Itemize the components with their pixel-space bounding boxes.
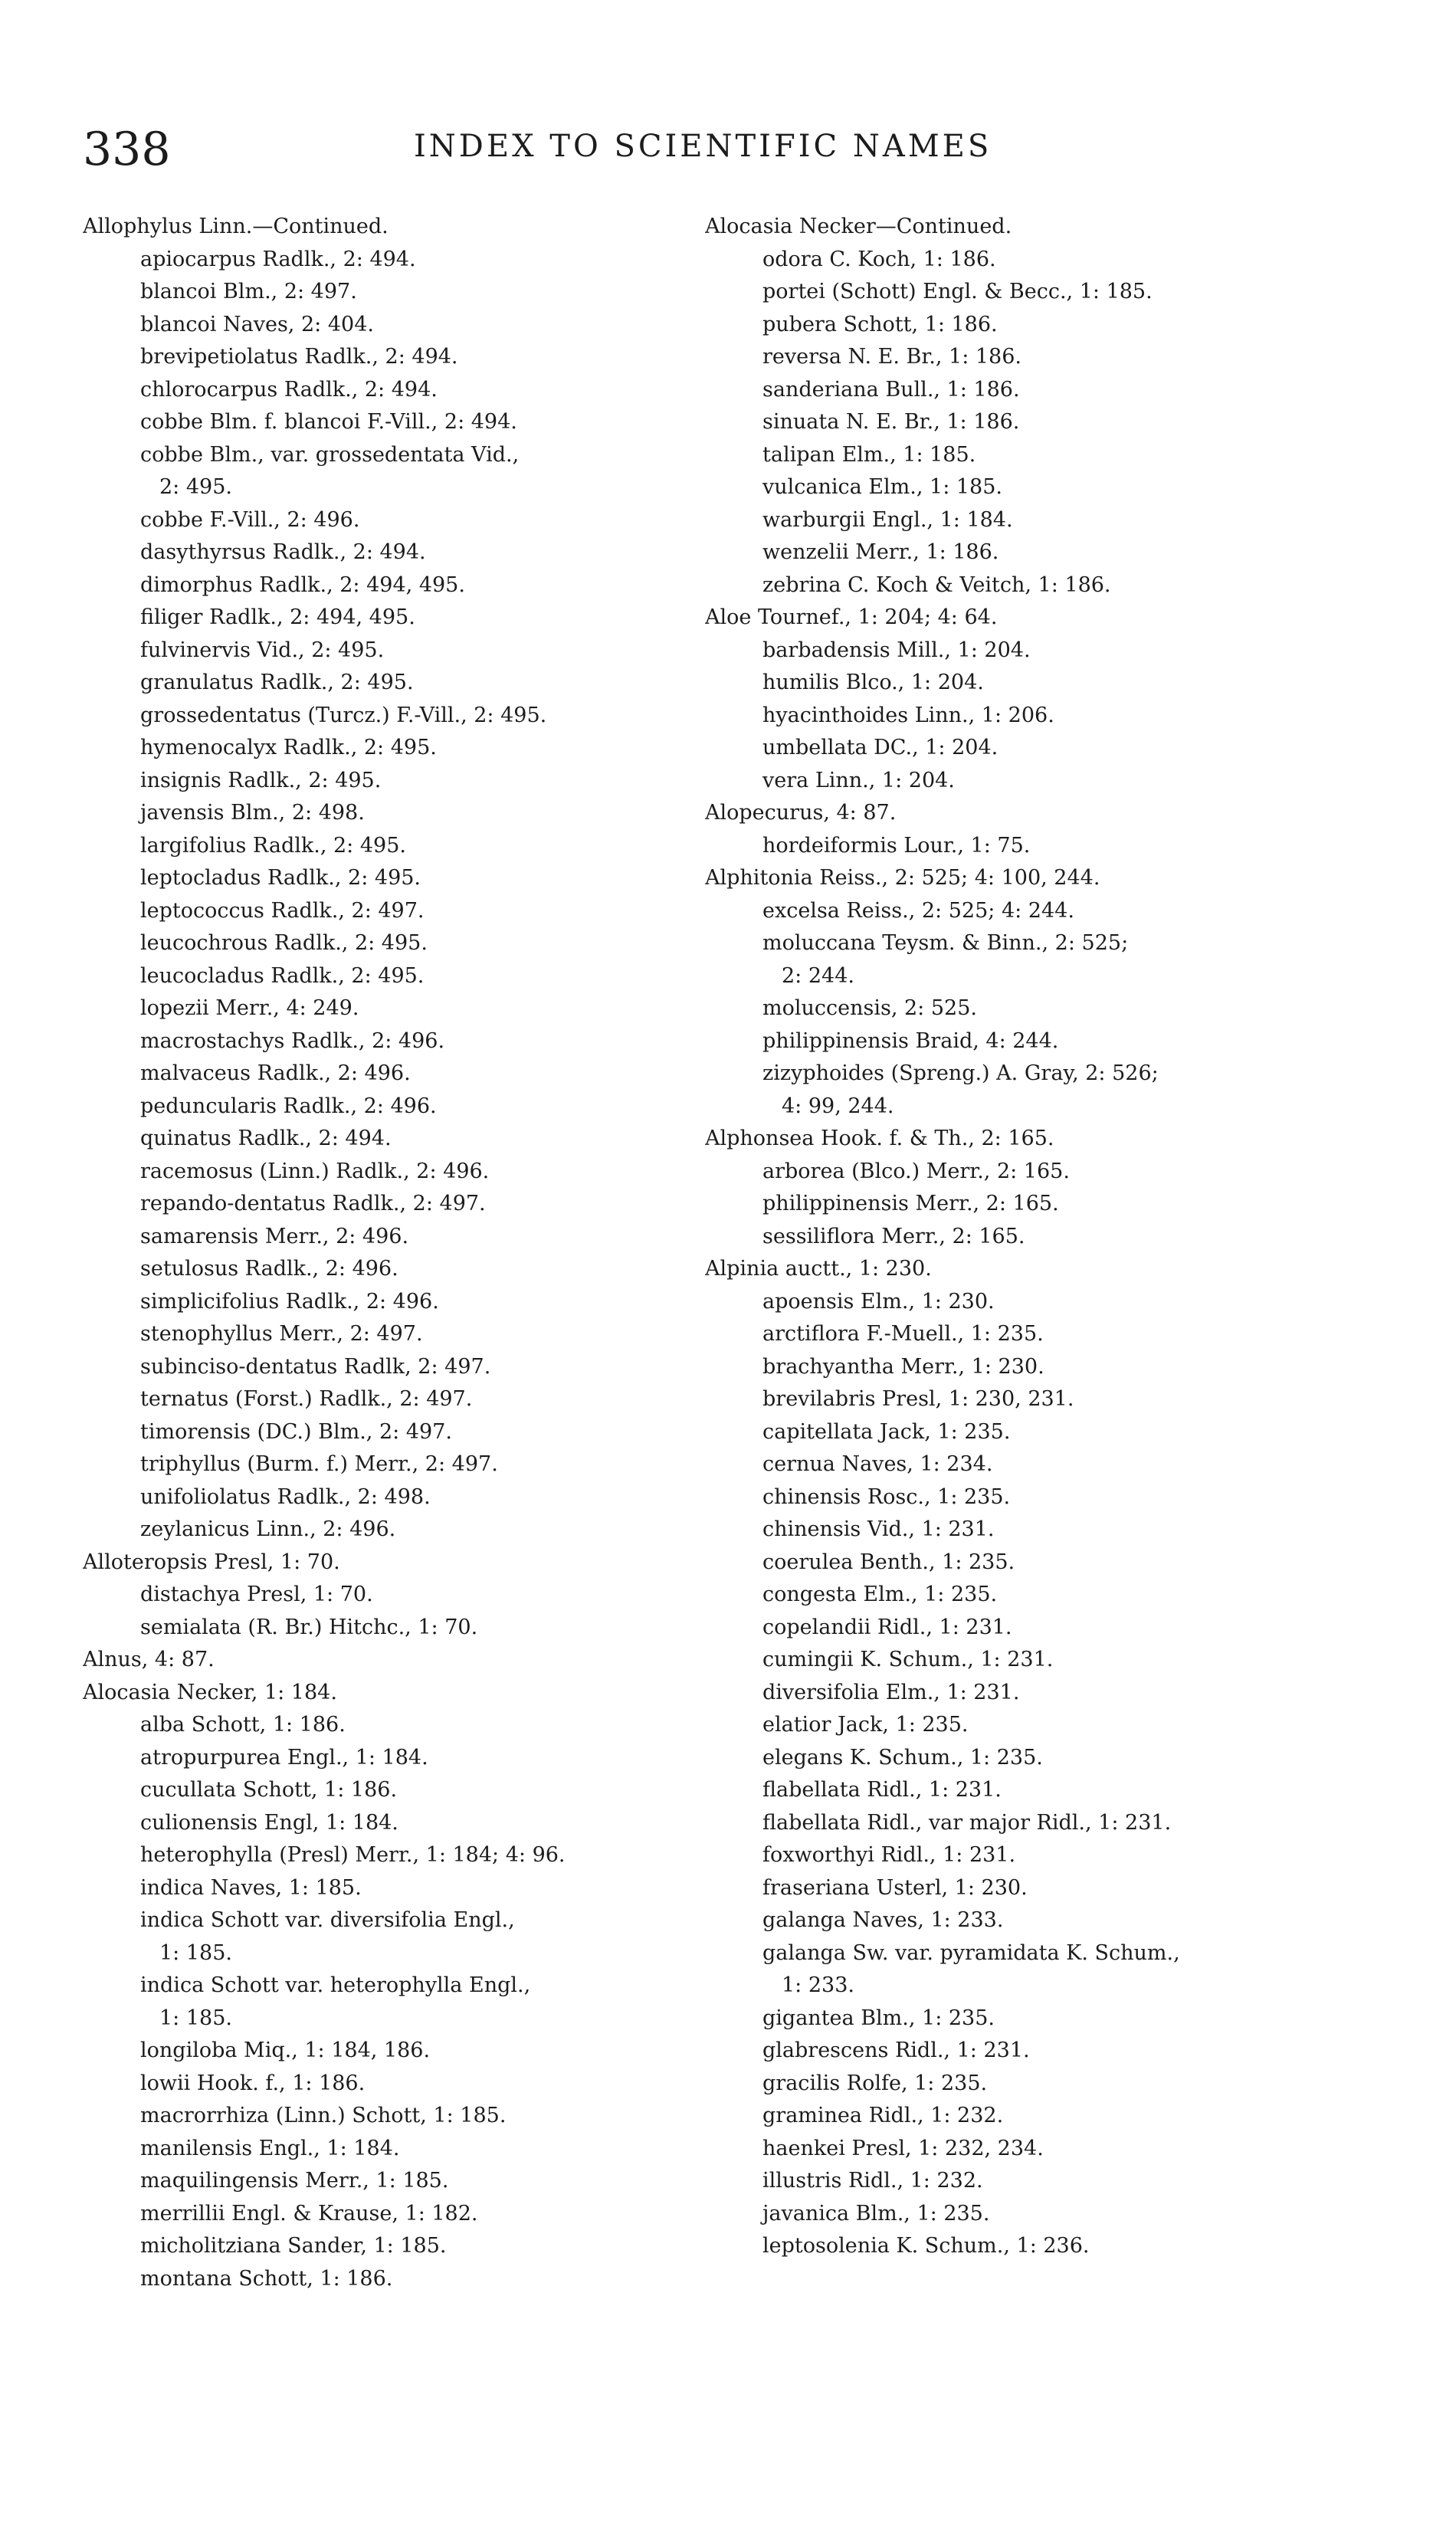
index-species-entry: cobbe F.-Vill., 2: 496. [140, 507, 360, 532]
index-species-entry: pubera Schott, 1: 186. [762, 312, 998, 336]
index-species-entry: apiocarpus Radlk., 2: 494. [140, 247, 416, 271]
index-species-entry: ternatus (Forst.) Radlk., 2: 497. [140, 1387, 473, 1411]
index-species-entry: elatior Jack, 1: 235. [762, 1713, 969, 1737]
index-genus-entry: Allophylus Linn.—Continued. [83, 215, 389, 238]
index-entry-continuation: 2: 244. [782, 963, 854, 988]
index-species-entry: arctiflora F.-Muell., 1: 235. [762, 1322, 1044, 1346]
index-species-entry: merrillii Engl. & Krause, 1: 182. [140, 2201, 478, 2226]
index-species-entry: moluccensis, 2: 525. [762, 996, 977, 1020]
index-species-entry: semialata (R. Br.) Hitchc., 1: 70. [140, 1615, 478, 1639]
index-species-entry: chinensis Rosc., 1: 235. [762, 1484, 1011, 1509]
index-genus-entry: Alpinia auctt., 1: 230. [705, 1257, 932, 1281]
index-genus-entry: Alphitonia Reiss., 2: 525; 4: 100, 244. [705, 866, 1100, 890]
index-species-entry: filiger Radlk., 2: 494, 495. [140, 605, 415, 629]
index-species-entry: indica Schott var. heterophylla Engl., [140, 1973, 531, 1997]
index-species-entry: zeylanicus Linn., 2: 496. [140, 1517, 396, 1541]
page-number: 338 [83, 123, 171, 176]
index-species-entry: setulosus Radlk., 2: 496. [140, 1257, 398, 1281]
index-entry-continuation: 1: 185. [159, 1940, 232, 1965]
index-species-entry: fulvinervis Vid., 2: 495. [140, 638, 385, 662]
index-species-entry: cobbe Blm., var. grossedentata Vid., [140, 442, 520, 467]
index-species-entry: zebrina C. Koch & Veitch, 1: 186. [762, 572, 1111, 597]
index-entry-continuation: 2: 495. [159, 475, 232, 499]
index-species-entry: javanica Blm., 1: 235. [762, 2201, 990, 2226]
index-species-entry: samarensis Merr., 2: 496. [140, 1224, 409, 1248]
index-species-entry: copelandii Ridl., 1: 231. [762, 1615, 1012, 1639]
index-species-entry: odora C. Koch, 1: 186. [762, 247, 996, 271]
left-column [83, 211, 696, 2295]
index-species-entry: philippinensis Merr., 2: 165. [762, 1192, 1059, 1215]
index-species-entry: heterophylla (Presl) Merr., 1: 184; 4: 96. [140, 1843, 566, 1867]
index-species-entry: leucocladus Radlk., 2: 495. [140, 963, 425, 988]
index-species-entry: leptocladus Radlk., 2: 495. [140, 866, 421, 890]
index-species-entry: timorensis (DC.) Blm., 2: 497. [140, 1419, 452, 1444]
index-species-entry: longiloba Miq., 1: 184, 186. [140, 2039, 431, 2062]
index-species-entry: blancoi Blm., 2: 497. [140, 280, 357, 303]
index-species-entry: hordeiformis Lour., 1: 75. [762, 833, 1031, 858]
index-species-entry: largifolius Radlk., 2: 495. [140, 833, 406, 858]
index-species-entry: brevilabris Presl, 1: 230, 231. [762, 1387, 1074, 1411]
index-species-entry: granulatus Radlk., 2: 495. [140, 671, 414, 694]
index-genus-entry: Alnus, 4: 87. [83, 1648, 215, 1671]
index-entry-continuation: 1: 233. [782, 1973, 854, 1997]
index-species-entry: sanderiana Bull., 1: 186. [762, 377, 1020, 402]
index-species-entry: foxworthyi Ridl., 1: 231. [762, 1843, 1016, 1867]
index-species-entry: sinuata N. E. Br., 1: 186. [762, 410, 1020, 434]
index-species-entry: unifoliolatus Radlk., 2: 498. [140, 1484, 431, 1509]
index-species-entry: arborea (Blco.) Merr., 2: 165. [762, 1159, 1070, 1183]
index-species-entry: blancoi Naves, 2: 404. [140, 312, 374, 336]
page-header [0, 123, 1456, 184]
index-species-entry: indica Schott var. diversifolia Engl., [140, 1908, 515, 1932]
index-species-entry: flabellata Ridl., var major Ridl., 1: 231. [762, 1810, 1172, 1835]
index-species-entry: gracilis Rolfe, 1: 235. [762, 2071, 988, 2095]
index-species-entry: barbadensis Mill., 1: 204. [762, 638, 1031, 662]
index-species-entry: malvaceus Radlk., 2: 496. [140, 1061, 411, 1085]
index-species-entry: sessiliflora Merr., 2: 165. [762, 1224, 1025, 1248]
index-species-entry: cumingii K. Schum., 1: 231. [762, 1648, 1054, 1671]
index-species-entry: stenophyllus Merr., 2: 497. [140, 1322, 423, 1346]
index-species-entry: fraseriana Usterl, 1: 230. [762, 1875, 1028, 1900]
index-species-entry: culionensis Engl, 1: 184. [140, 1810, 398, 1835]
index-species-entry: micholitziana Sander, 1: 185. [140, 2234, 447, 2258]
index-species-entry: capitellata Jack, 1: 235. [762, 1419, 1011, 1444]
index-genus-entry: Aloe Tournef., 1: 204; 4: 64. [705, 605, 998, 629]
index-species-entry: repando-dentatus Radlk., 2: 497. [140, 1192, 486, 1215]
index-species-entry: diversifolia Elm., 1: 231. [762, 1680, 1020, 1704]
index-species-entry: reversa N. E. Br., 1: 186. [762, 345, 1022, 369]
index-species-entry: manilensis Engl., 1: 184. [140, 2136, 400, 2160]
index-species-entry: leucochrous Radlk., 2: 495. [140, 931, 428, 955]
index-species-entry: illustris Ridl., 1: 232. [762, 2169, 983, 2193]
index-species-entry: cucullata Schott, 1: 186. [140, 1778, 398, 1802]
index-species-entry: cernua Naves, 1: 234. [762, 1452, 993, 1476]
index-genus-entry: Alopecurus, 4: 87. [705, 801, 897, 825]
index-species-entry: elegans K. Schum., 1: 235. [762, 1745, 1043, 1770]
index-species-entry: philippinensis Braid, 4: 244. [762, 1028, 1059, 1053]
index-species-entry: brachyantha Merr., 1: 230. [762, 1354, 1044, 1379]
index-species-entry: congesta Elm., 1: 235. [762, 1583, 998, 1606]
index-species-entry: gigantea Blm., 1: 235. [762, 2006, 995, 2030]
index-species-entry: grossedentatus (Turcz.) F.-Vill., 2: 495. [140, 703, 547, 727]
index-species-entry: vera Linn., 1: 204. [762, 768, 955, 792]
index-species-entry: peduncularis Radlk., 2: 496. [140, 1094, 437, 1118]
right-column [705, 211, 1379, 2263]
index-species-entry: wenzelii Merr., 1: 186. [762, 540, 999, 564]
index-species-entry: chinensis Vid., 1: 231. [762, 1517, 995, 1541]
index-species-entry: subinciso-dentatus Radlk, 2: 497. [140, 1354, 491, 1379]
index-species-entry: brevipetiolatus Radlk., 2: 494. [140, 345, 458, 369]
index-species-entry: simplicifolius Radlk., 2: 496. [140, 1289, 439, 1314]
index-species-entry: insignis Radlk., 2: 495. [140, 768, 382, 792]
index-species-entry: umbellata DC., 1: 204. [762, 736, 999, 759]
index-species-entry: macrostachys Radlk., 2: 496. [140, 1028, 445, 1053]
index-species-entry: galanga Sw. var. pyramidata K. Schum., [762, 1940, 1180, 1965]
index-species-entry: racemosus (Linn.) Radlk., 2: 496. [140, 1159, 490, 1183]
index-species-entry: talipan Elm., 1: 185. [762, 442, 976, 467]
index-species-entry: haenkei Presl, 1: 232, 234. [762, 2136, 1044, 2160]
index-species-entry: warburgii Engl., 1: 184. [762, 507, 1013, 532]
index-species-entry: cobbe Blm. f. blancoi F.-Vill., 2: 494. [140, 410, 517, 434]
index-species-entry: macrorrhiza (Linn.) Schott, 1: 185. [140, 2104, 507, 2127]
index-species-entry: atropurpurea Engl., 1: 184. [140, 1745, 428, 1770]
index-species-entry: graminea Ridl., 1: 232. [762, 2104, 1004, 2127]
index-species-entry: javensis Blm., 2: 498. [140, 801, 365, 825]
index-species-entry: galanga Naves, 1: 233. [762, 1908, 1004, 1932]
index-species-entry: coerulea Benth., 1: 235. [762, 1550, 1015, 1574]
index-species-entry: quinatus Radlk., 2: 494. [140, 1127, 392, 1150]
index-species-entry: lowii Hook. f., 1: 186. [140, 2071, 366, 2095]
index-species-entry: glabrescens Ridl., 1: 231. [762, 2039, 1030, 2062]
index-species-entry: moluccana Teysm. & Binn., 2: 525; [762, 931, 1129, 955]
index-species-entry: distachya Presl, 1: 70. [140, 1583, 373, 1606]
index-species-entry: leptosolenia K. Schum., 1: 236. [762, 2234, 1090, 2258]
index-species-entry: apoensis Elm., 1: 230. [762, 1289, 995, 1314]
index-species-entry: humilis Blco., 1: 204. [762, 671, 984, 694]
index-species-entry: hymenocalyx Radlk., 2: 495. [140, 736, 437, 759]
index-species-entry: zizyphoides (Spreng.) A. Gray, 2: 526; [762, 1061, 1159, 1085]
index-species-entry: montana Schott, 1: 186. [140, 2266, 393, 2291]
index-species-entry: lopezii Merr., 4: 249. [140, 996, 359, 1020]
index-species-entry: dimorphus Radlk., 2: 494, 495. [140, 572, 465, 597]
index-genus-entry: Alocasia Necker, 1: 184. [83, 1680, 337, 1704]
index-genus-entry: Alocasia Necker—Continued. [705, 215, 1012, 238]
index-species-entry: chlorocarpus Radlk., 2: 494. [140, 377, 438, 402]
index-species-entry: hyacinthoides Linn., 1: 206. [762, 703, 1054, 727]
index-species-entry: excelsa Reiss., 2: 525; 4: 244. [762, 898, 1074, 923]
index-species-entry: triphyllus (Burm. f.) Merr., 2: 497. [140, 1452, 498, 1476]
index-species-entry: dasythyrsus Radlk., 2: 494. [140, 540, 426, 564]
index-species-entry: portei (Schott) Engl. & Becc., 1: 185. [762, 280, 1153, 303]
index-entry-continuation: 4: 99, 244. [782, 1094, 894, 1118]
index-entry-continuation: 1: 185. [159, 2006, 232, 2030]
index-species-entry: leptococcus Radlk., 2: 497. [140, 898, 425, 923]
index-species-entry: alba Schott, 1: 186. [140, 1713, 346, 1737]
index-species-entry: vulcanica Elm., 1: 185. [762, 475, 1002, 499]
index-genus-entry: Alloteropsis Presl, 1: 70. [83, 1550, 340, 1574]
index-genus-entry: Alphonsea Hook. f. & Th., 2: 165. [705, 1127, 1054, 1150]
index-species-entry: flabellata Ridl., 1: 231. [762, 1778, 1002, 1802]
index-species-entry: indica Naves, 1: 185. [140, 1875, 362, 1900]
index-species-entry: maquilingensis Merr., 1: 185. [140, 2169, 449, 2193]
running-title: INDEX TO SCIENTIFIC NAMES [414, 129, 992, 164]
